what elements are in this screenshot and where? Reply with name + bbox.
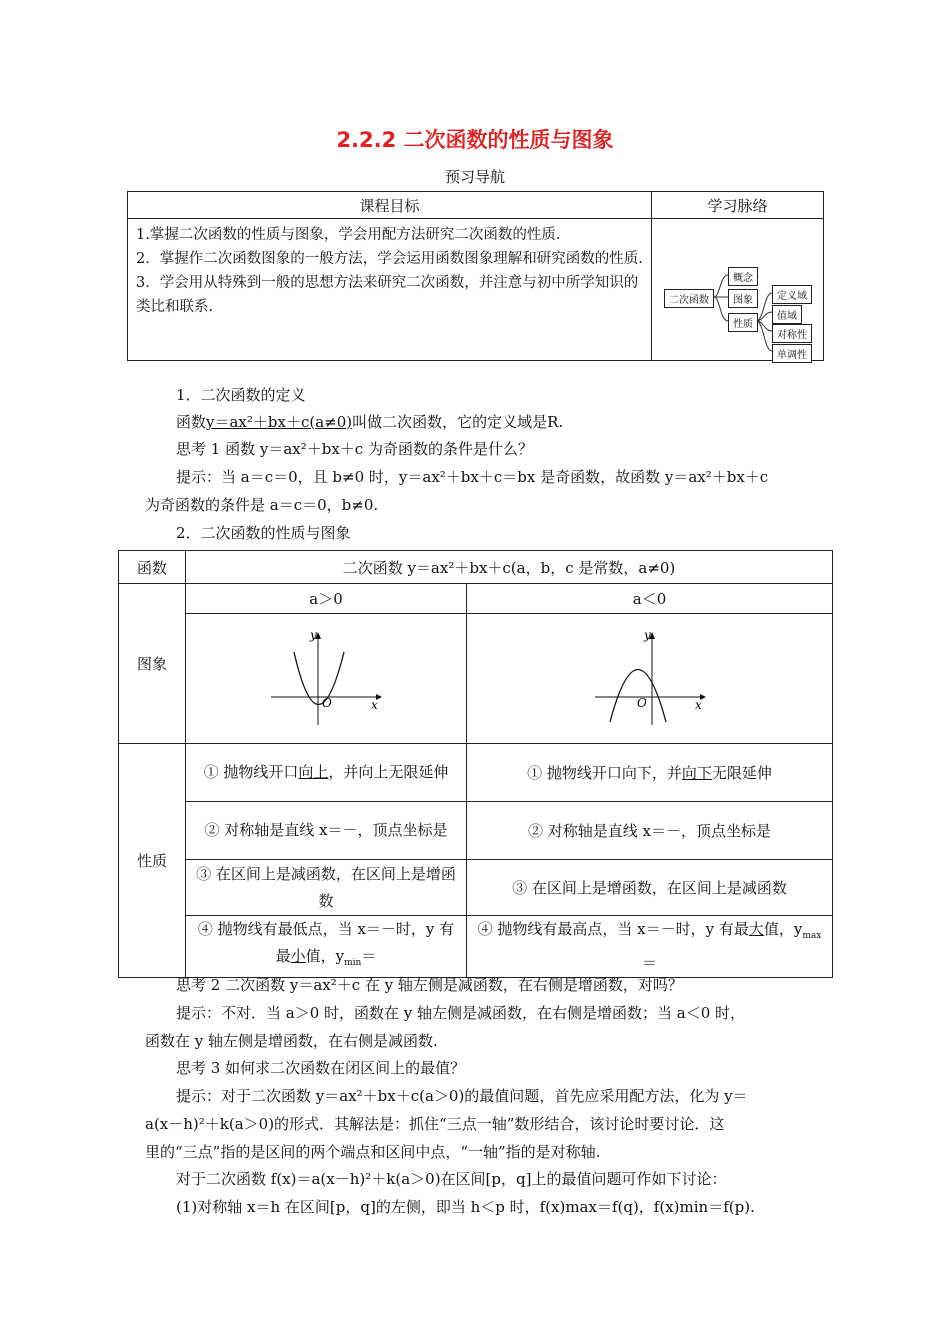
think3: 思考 3 如何求二次函数在闭区间上的最值？ — [176, 1059, 466, 1077]
y-axis-label: y — [310, 627, 317, 642]
x-axis-label: x — [694, 697, 702, 712]
pos-prop-2 — [186, 802, 467, 860]
y-axis-label: y — [643, 627, 651, 642]
map-symmetry: 对称性 — [772, 324, 812, 343]
case-positive-header: a＞0 — [186, 584, 467, 614]
prop-subscript: min — [344, 958, 362, 968]
prop-text: ④ 抛物线有最高点，当 x＝－时，y 有最 — [477, 920, 749, 938]
x-axis-label: x — [371, 697, 378, 712]
goals-table — [127, 191, 824, 361]
prop-text: ② 对称轴是直线 x＝－，顶点坐标是 — [204, 821, 448, 839]
goal-item: 3．学会用从特殊到一般的思想方法来研究二次函数，并注意与初中所学知识的类比和联系. — [136, 275, 639, 315]
hint2-line1: 提示：不对．当 a＞0 时，函数在 y 轴左侧是减函数，在右侧是增函数；当 a＜0 时， — [176, 1004, 746, 1022]
neg-prop-2 — [467, 802, 833, 860]
graph-row-label: 图象 — [119, 584, 186, 744]
prop-underline: 大 — [748, 920, 764, 938]
goals-header: 课程目标 — [128, 192, 652, 219]
think2: 思考 2 二次函数 y＝ax²＋c 在 y 轴左侧是减函数，在右侧是增函数，对吗？ — [176, 976, 683, 994]
hint2-line2: 函数在 y 轴左侧是增函数，在右侧是减函数. — [145, 1032, 438, 1050]
page-title: 2.2.2 二次函数的性质与图象 — [336, 128, 614, 152]
hint3-line1: 提示：对于二次函数 y＝ax²＋bx＋c(a＞0)的最值问题，首先应采用配方法，化为 y＝ — [176, 1087, 748, 1105]
hint3-line3: 里的“三点”指的是区间的两个端点和区间中点，“一轴”指的是对称轴. — [145, 1143, 601, 1161]
prop-text: 值，y — [763, 920, 803, 938]
function-header: 二次函数 y＝ax²＋bx＋c(a，b，c 是常数，a≠0) — [186, 551, 833, 584]
definition-formula: y＝ax²＋bx＋c(a≠0) — [206, 413, 353, 431]
prop-underline: 向上 — [298, 763, 329, 781]
props-row-label: 性质 — [119, 744, 186, 978]
prop-text: ② 对称轴是直线 x＝－，顶点坐标是 — [528, 822, 771, 840]
function-col-header: 函数 — [119, 551, 186, 584]
map-header: 学习脉络 — [652, 192, 824, 219]
graph-negative-cell — [467, 614, 833, 744]
hint1-line2: 为奇函数的条件是 a＝c＝0，b≠0. — [145, 496, 379, 514]
neg-prop-1 — [467, 744, 833, 802]
definition-line — [176, 409, 826, 436]
map-monotonicity: 单调性 — [772, 344, 812, 363]
prop-underline: 向下 — [681, 764, 712, 782]
case1-line: (1)对称轴 x＝h 在区间[p，q]的左侧，即当 h＜p 时，f(x)max＝f(q)，f(x)min＝f(p). — [176, 1198, 755, 1216]
prop-text: ① 抛物线开口 — [203, 763, 299, 781]
section-subtitle: 预习导航 — [444, 168, 505, 186]
map-concept: 概念 — [728, 267, 758, 286]
goals-cell — [128, 219, 652, 361]
hint1-line1: 提示：当 a＝c＝0，且 b≠0 时，y＝ax²＋bx＋c＝bx 是奇函数，故函数 y＝ax²＋bx＋c — [176, 468, 769, 486]
parabola-up-graph — [266, 627, 386, 727]
definition-post: 叫做二次函数，它的定义域是R. — [352, 413, 564, 431]
map-range: 值域 — [772, 305, 802, 324]
prop-text: ，并向上无限延伸 — [328, 763, 449, 781]
parabola-down-graph — [590, 627, 710, 727]
neg-prop-3 — [467, 860, 833, 916]
map-properties: 性质 — [728, 313, 758, 332]
prop-text: ＝ — [641, 954, 657, 972]
case-negative-header: a＜0 — [467, 584, 833, 614]
prop-underline: 小 — [290, 947, 306, 965]
origin-label: O — [322, 695, 332, 710]
goal-item: 2．掌握作二次函数图象的一般方法，学会运用函数图象理解和研究函数的性质. — [136, 251, 643, 267]
prop-text: ③ 在区间上是减函数，在区间上是增函数 — [196, 864, 456, 910]
concept-map-cell — [652, 219, 824, 361]
map-domain: 定义域 — [772, 285, 812, 304]
map-root: 二次函数 — [664, 289, 714, 308]
map-graph: 图象 — [728, 289, 758, 308]
prop-text: 无限延伸 — [711, 764, 772, 782]
section2-heading: 2．二次函数的性质与图象 — [176, 524, 351, 542]
section1-heading: 1．二次函数的定义 — [176, 386, 306, 404]
pos-prop-4 — [186, 916, 467, 978]
prop-text: 值，y — [305, 947, 345, 965]
goal-item: 1.掌握二次函数的性质与图象，学会用配方法研究二次函数的性质. — [136, 227, 561, 243]
prop-text: ① 抛物线开口向下，并 — [527, 764, 682, 782]
origin-label: O — [636, 695, 647, 710]
think1: 思考 1 函数 y＝ax²＋bx＋c 为奇函数的条件是什么？ — [176, 440, 533, 458]
prop-subscript: max — [802, 931, 822, 941]
prop-text: ④ 抛物线有最低点，当 x＝－时，y 有最 — [197, 920, 455, 965]
neg-prop-4 — [467, 916, 833, 978]
pos-prop-3 — [186, 860, 467, 916]
prop-text: ＝ — [361, 947, 377, 965]
prop-text: ③ 在区间上是增函数，在区间上是减函数 — [512, 879, 787, 897]
hint3-line2: a(x－h)²＋k(a＞0)的形式．其解法是：抓住“三点一轴”数形结合，该讨论时要讨论．这 — [145, 1115, 725, 1133]
graph-positive-cell — [186, 614, 467, 744]
properties-table — [118, 550, 833, 978]
definition-pre: 函数 — [176, 413, 207, 431]
pos-prop-1 — [186, 744, 467, 802]
discussion-line: 对于二次函数 f(x)＝a(x－h)²＋k(a＞0)在区间[p，q]上的最值问题可作如下讨论： — [176, 1170, 727, 1188]
